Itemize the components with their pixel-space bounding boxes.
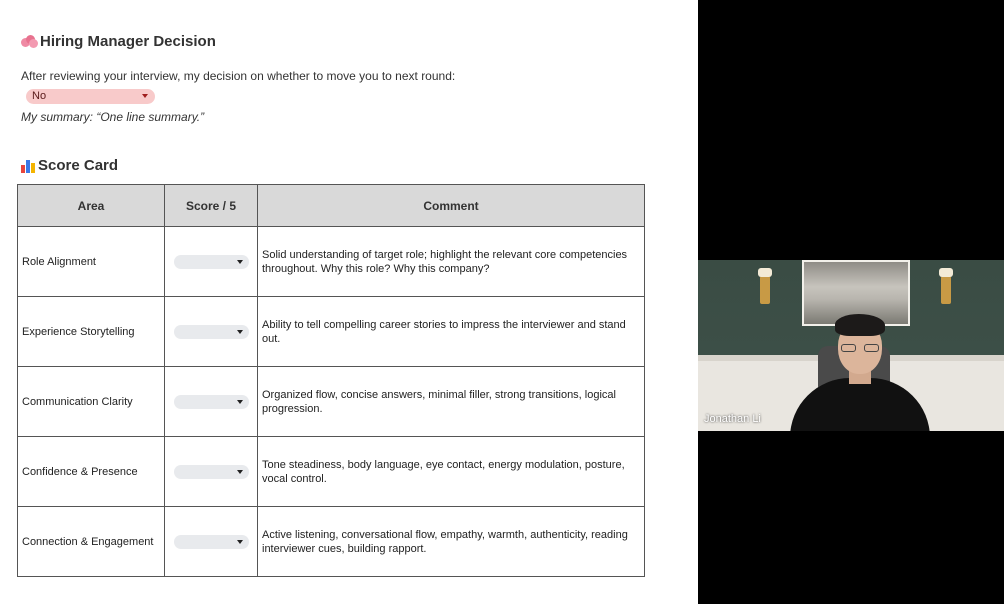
row-score-cell (165, 507, 258, 577)
table-header-row (18, 185, 645, 227)
decision-heading (21, 33, 216, 50)
row-comment[interactable]: Solid understanding of target role; highlight the relevant core competencies throughout. Why this role? Why this company? (258, 227, 645, 297)
decision-question: After reviewing your interview, my decision on whether to move you to next round: (21, 69, 456, 83)
decision-dropdown[interactable] (26, 89, 155, 104)
decision-title: Hiring Manager Decision (40, 33, 216, 50)
header-comment: Comment (258, 185, 645, 227)
participant-hair (835, 314, 885, 336)
row-comment[interactable]: Active listening, conversational flow, empathy, warmth, authenticity, reading interviewer cues, building rapport. (258, 507, 645, 577)
wall-sconce-right (941, 276, 951, 304)
scorecard-heading (21, 157, 118, 174)
row-score-cell (165, 297, 258, 367)
score-dropdown[interactable] (174, 325, 249, 339)
chevron-down-icon (237, 330, 243, 334)
header-score: Score / 5 (165, 185, 258, 227)
score-dropdown[interactable] (174, 395, 249, 409)
decision-value: No (32, 90, 47, 102)
row-area: Communication Clarity (18, 367, 165, 437)
participant-video-tile[interactable] (698, 260, 1004, 431)
wall-sconce-left (760, 276, 770, 304)
row-score-cell (165, 437, 258, 507)
brain-icon (21, 35, 38, 48)
row-area: Experience Storytelling (18, 297, 165, 367)
chevron-down-icon (237, 260, 243, 264)
participant-glasses (841, 344, 879, 353)
score-dropdown[interactable] (174, 255, 249, 269)
table-row (18, 367, 645, 437)
chevron-down-icon (237, 540, 243, 544)
decision-summary: My summary: “One line summary.” (21, 110, 205, 124)
row-comment[interactable]: Tone steadiness, body language, eye contact, energy modulation, posture, vocal control. (258, 437, 645, 507)
scorecard-title: Score Card (38, 157, 119, 174)
video-panel (698, 0, 1004, 604)
row-score-cell (165, 227, 258, 297)
row-area: Role Alignment (18, 227, 165, 297)
table-row (18, 507, 645, 577)
scorecard-table (17, 184, 645, 577)
chevron-down-icon (142, 94, 148, 98)
participant-name-label: Jonathan Li (704, 413, 761, 425)
row-area: Confidence & Presence (18, 437, 165, 507)
header-area: Area (18, 185, 165, 227)
score-dropdown[interactable] (174, 535, 249, 549)
row-score-cell (165, 367, 258, 437)
chevron-down-icon (237, 470, 243, 474)
row-comment[interactable]: Organized flow, concise answers, minimal filler, strong transitions, logical progression. (258, 367, 645, 437)
row-comment[interactable]: Ability to tell compelling career stories to impress the interviewer and stand out. (258, 297, 645, 367)
table-row (18, 297, 645, 367)
score-dropdown[interactable] (174, 465, 249, 479)
row-area: Connection & Engagement (18, 507, 165, 577)
table-row (18, 437, 645, 507)
bar-chart-icon (21, 158, 35, 173)
chevron-down-icon (237, 400, 243, 404)
table-row (18, 227, 645, 297)
